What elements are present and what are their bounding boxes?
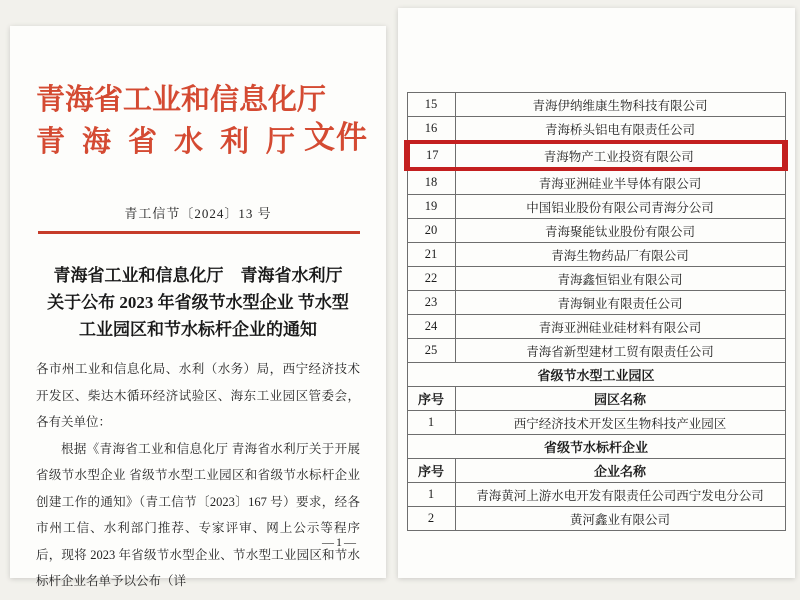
- table-row: [407, 243, 785, 267]
- entity-name: 青海黄河上游水电开发有限责任公司西宁发电分公司: [455, 483, 785, 507]
- agency-name-line1: 青海省工业和信息化厅: [36, 84, 327, 116]
- table-row: [407, 291, 785, 315]
- document-title: [10, 262, 386, 343]
- table-row: [407, 507, 785, 531]
- table-row: [407, 219, 785, 243]
- company-name: 青海铜业有限责任公司: [455, 291, 785, 315]
- row-index: 19: [407, 195, 455, 219]
- company-name: 青海伊纳维康生物科技有限公司: [455, 93, 785, 117]
- column-header-row: [407, 387, 785, 411]
- table-row: [407, 411, 785, 435]
- table-row-highlighted: [407, 142, 785, 169]
- body-paragraph-2: 根据《青海省工业和信息化厅 青海省水利厅关于开展省级节水型企业 省级节水型工业园区和省级节水标杆企业创建工作的通知》（青工信节〔2023〕167 号）要求，经各市州工信、水利部门推荐、专家评审、网上公示等程序后，现将 2023 年省级节水型企业、节水型工业园区和节水标杆企业名单予以公布（详: [36, 441, 360, 588]
- title-line-2: 关于公布 2023 年省级节水型企业 节水型: [47, 293, 349, 312]
- company-name: 青海生物药品厂有限公司: [455, 243, 785, 267]
- company-name: 中国铝业股份有限公司青海分公司: [455, 195, 785, 219]
- table-row: [407, 93, 785, 117]
- row-index: 24: [407, 315, 455, 339]
- company-name: 青海省新型建材工贸有限责任公司: [455, 339, 785, 363]
- table-row: [407, 117, 785, 143]
- col-header-name: 园区名称: [455, 387, 785, 411]
- col-header-name: 企业名称: [455, 459, 785, 483]
- table-row: [407, 267, 785, 291]
- col-header-index: 序号: [407, 459, 455, 483]
- award-list-table: [404, 92, 788, 531]
- table-row: [407, 483, 785, 507]
- company-name: 青海物产工业投资有限公司: [455, 142, 785, 169]
- companies-table-body: [407, 93, 785, 531]
- document-word: 文件: [304, 120, 368, 155]
- section-title-row: [407, 435, 785, 459]
- award-list-table-container: [404, 92, 788, 531]
- table-row: [407, 169, 785, 195]
- body-paragraph-1: 各市州工业和信息化局、水利（水务）局，西宁经济技术开发区、柴达木循环经济试验区、海东工业园区管委会，各有关单位：: [36, 362, 360, 429]
- document-page-2: [398, 8, 795, 578]
- title-line-1: 青海省工业和信息化厅 青海省水利厅: [53, 266, 343, 285]
- section-title: 省级节水型工业园区: [407, 363, 785, 387]
- row-index: 17: [407, 142, 455, 169]
- column-header-row: [407, 459, 785, 483]
- row-index: 1: [407, 411, 455, 435]
- table-row: [407, 195, 785, 219]
- entity-name: 西宁经济技术开发区生物科技产业园区: [455, 411, 785, 435]
- letterhead-divider: [38, 231, 360, 234]
- row-index: 18: [407, 169, 455, 195]
- company-name: 青海亚洲硅业硅材料有限公司: [455, 315, 785, 339]
- title-line-3: 工业园区和节水标杆企业的通知: [79, 320, 317, 339]
- company-name: 青海鑫恒铝业有限公司: [455, 267, 785, 291]
- row-index: 1: [407, 483, 455, 507]
- entity-name: 黄河鑫业有限公司: [455, 507, 785, 531]
- company-name: 青海亚洲硅业半导体有限公司: [455, 169, 785, 195]
- row-index: 16: [407, 117, 455, 143]
- document-number: 青工信节〔2024〕13 号: [124, 206, 272, 221]
- row-index: 15: [407, 93, 455, 117]
- row-index: 22: [407, 267, 455, 291]
- row-index: 21: [407, 243, 455, 267]
- letterhead: [36, 82, 368, 161]
- section-title: 省级节水标杆企业: [407, 435, 785, 459]
- row-index: 25: [407, 339, 455, 363]
- page-number: —1—: [322, 535, 358, 549]
- company-name: 青海桥头铝电有限责任公司: [455, 117, 785, 143]
- table-row: [407, 339, 785, 363]
- col-header-index: 序号: [407, 387, 455, 411]
- document-body: [36, 356, 360, 595]
- row-index: 2: [407, 507, 455, 531]
- row-index: 23: [407, 291, 455, 315]
- row-index: 20: [407, 219, 455, 243]
- company-name: 青海聚能钛业股份有限公司: [455, 219, 785, 243]
- table-row: [407, 315, 785, 339]
- section-title-row: [407, 363, 785, 387]
- agency-name-line2: 青海省水利厅: [36, 126, 313, 158]
- document-page-1: [10, 26, 386, 588]
